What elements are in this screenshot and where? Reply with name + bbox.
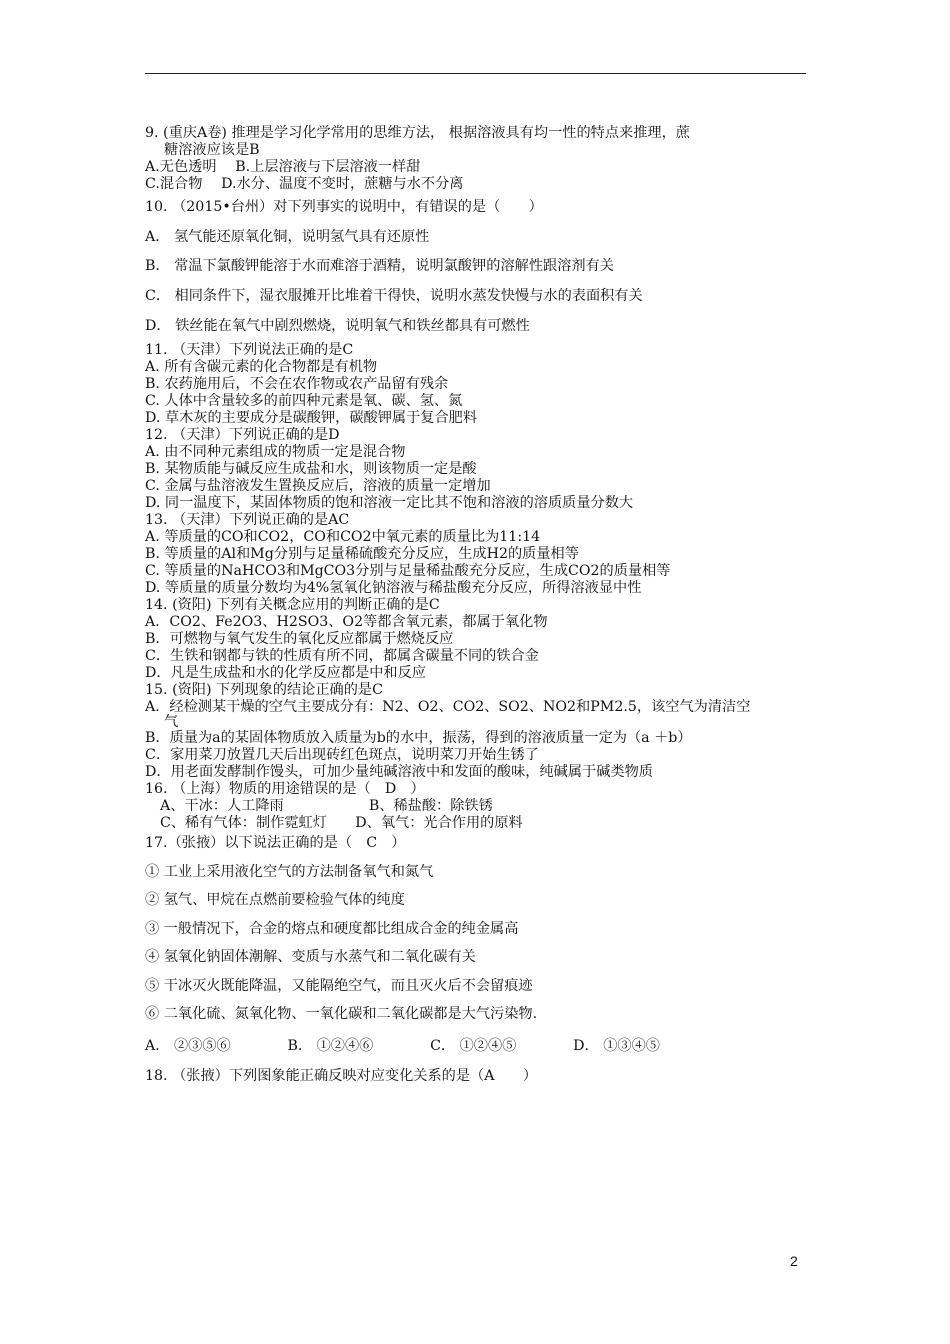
q17-item-1: ① 工业上采用液化空气的方法制备氧气和氮气: [145, 864, 434, 880]
q10-option-b: B． 常温下氯酸钾能溶于水而难溶于酒精，说明氯酸钾的溶解性跟溶剂有关: [145, 258, 614, 274]
q15-option-b: B．质量为a的某固体物质放入质量为b的水中，振荡，得到的溶液质量一定为（a ＋b）: [145, 730, 692, 746]
q17-item-4: ④ 氢氧化钠固体潮解、变质与水蒸气和二氧化碳有关: [145, 949, 476, 965]
q10-option-d: D． 铁丝能在氧气中剧烈燃烧，说明氧气和铁丝都具有可燃性: [145, 318, 530, 334]
q10-option-a: A． 氢气能还原氧化铜，说明氢气具有还原性: [145, 229, 430, 245]
q13-option-d: D. 等质量的质量分数均为4%氢氧化钠溶液与稀盐酸充分反应，所得溶液显中性: [145, 580, 642, 596]
q9-options-cd: C.混合物 D.水分、温度不变时，蔗糖与水不分离: [145, 176, 464, 192]
q17-item-2: ② 氢气、甲烷在点燃前要检验气体的纯度: [145, 892, 405, 908]
page-number: 2: [790, 1253, 798, 1269]
q11-stem: 11. （天津）下列说法正确的是C: [145, 342, 354, 358]
q17-item-6: ⑥ 二氧化硫、氮氧化物、一氧化碳和二氧化碳都是大气污染物.: [145, 1006, 538, 1022]
header-rule: [145, 73, 806, 74]
q12-option-b: B. 某物质能与碱反应生成盐和水，则该物质一定是酸: [145, 461, 477, 477]
q12-option-a: A. 由不同种元素组成的物质一定是混合物: [145, 444, 406, 460]
q15-option-a-cont: 气: [164, 714, 179, 730]
q17-stem: 17.（张掖）以下说法正确的是（ C ）: [145, 835, 406, 851]
q14-stem: 14. (资阳) 下列有关概念应用的判断正确的是C: [145, 597, 440, 613]
q9-stem: 9. (重庆A卷) 推理是学习化学常用的思维方法， 根据溶液具有均一性的特点来推理，蔗: [145, 125, 690, 141]
q15-option-a: A．经检测某干燥的空气主要成分有：N2、O2、CO2、SO2、NO2和PM2.5，该空气为清洁空: [145, 699, 751, 715]
q17-item-3: ③ 一般情况下，合金的熔点和硬度都比组成合金的纯金属高: [145, 921, 519, 937]
q18-stem: 18. （张掖）下列图象能正确反映对应变化关系的是（A ）: [145, 1068, 538, 1084]
q9-stem-cont: 糖溶液应该是B: [164, 142, 260, 158]
q13-option-c: C. 等质量的NaHCO3和MgCO3分别与足量稀盐酸充分反应，生成CO2的质量相等: [145, 563, 671, 579]
q17-options: A． ②③⑤⑥ B． ①②④⑥ C． ①②④⑤ D． ①③④⑤: [145, 1038, 660, 1054]
q12-stem: 12. （天津）下列说正确的是D: [145, 427, 340, 443]
q14-option-a: A．CO2、Fe2O3、H2SO3、O2等都含氧元素，都属于氧化物: [145, 614, 548, 630]
q15-option-c: C．家用菜刀放置几天后出现砖红色斑点，说明菜刀开始生锈了: [145, 747, 539, 763]
q17-item-5: ⑤ 干冰灭火既能降温，又能隔绝空气，而且灭火后不会留痕迹: [145, 978, 533, 994]
q11-option-a: A. 所有含碳元素的化合物都是有机物: [145, 359, 378, 375]
q13-option-a: A. 等质量的CO和CO2，CO和CO2中氧元素的质量比为11:14: [145, 529, 541, 545]
q16-options-cd: C、稀有气体：制作霓虹灯 D、氧气：光合作用的原料: [160, 815, 523, 831]
q14-option-d: D．凡是生成盐和水的化学反应都是中和反应: [145, 665, 426, 681]
q13-stem: 13. （天津）下列说正确的是AC: [145, 512, 350, 528]
q11-option-b: B. 农药施用后，不会在农作物或农产品留有残余: [145, 376, 449, 392]
q15-stem: 15. (资阳) 下列现象的结论正确的是C: [145, 682, 383, 698]
q11-option-c: C. 人体中含量较多的前四种元素是氧、碳、氢、氮: [145, 393, 463, 409]
q16-options-ab: A、干冰：人工降雨 B、稀盐酸：除铁锈: [160, 798, 493, 814]
q12-option-d: D. 同一温度下，某固体物质的饱和溶液一定比其不饱和溶液的溶质质量分数大: [145, 495, 634, 511]
q10-option-c: C． 相同条件下，湿衣服摊开比堆着干得快，说明水蒸发快慢与水的表面积有关: [145, 288, 643, 304]
q13-option-b: B. 等质量的Al和Mg分别与足量稀硫酸充分反应，生成H2的质量相等: [145, 546, 579, 562]
q14-option-c: C．生铁和钢都与铁的性质有所不同，都属含碳量不同的铁合金: [145, 648, 539, 664]
q9-options-ab: A.无色透明 B.上层溶液与下层溶液一样甜: [145, 159, 421, 175]
q12-option-c: C. 金属与盐溶液发生置换反应后，溶液的质量一定增加: [145, 478, 491, 494]
q16-stem: 16. （上海）物质的用途错误的是（ D ）: [145, 781, 425, 797]
q10-stem: 10. （2015•台州）对下列事实的说明中，有错误的是（ ）: [145, 199, 543, 215]
q15-option-d: D．用老面发酵制作馒头，可加少量纯碱溶液中和发面的酸味，纯碱属于碱类物质: [145, 764, 653, 780]
q14-option-b: B．可燃物与氧气发生的氧化反应都属于燃烧反应: [145, 631, 454, 647]
q11-option-d: D. 草木灰的主要成分是碳酸钾，碳酸钾属于复合肥料: [145, 410, 478, 426]
